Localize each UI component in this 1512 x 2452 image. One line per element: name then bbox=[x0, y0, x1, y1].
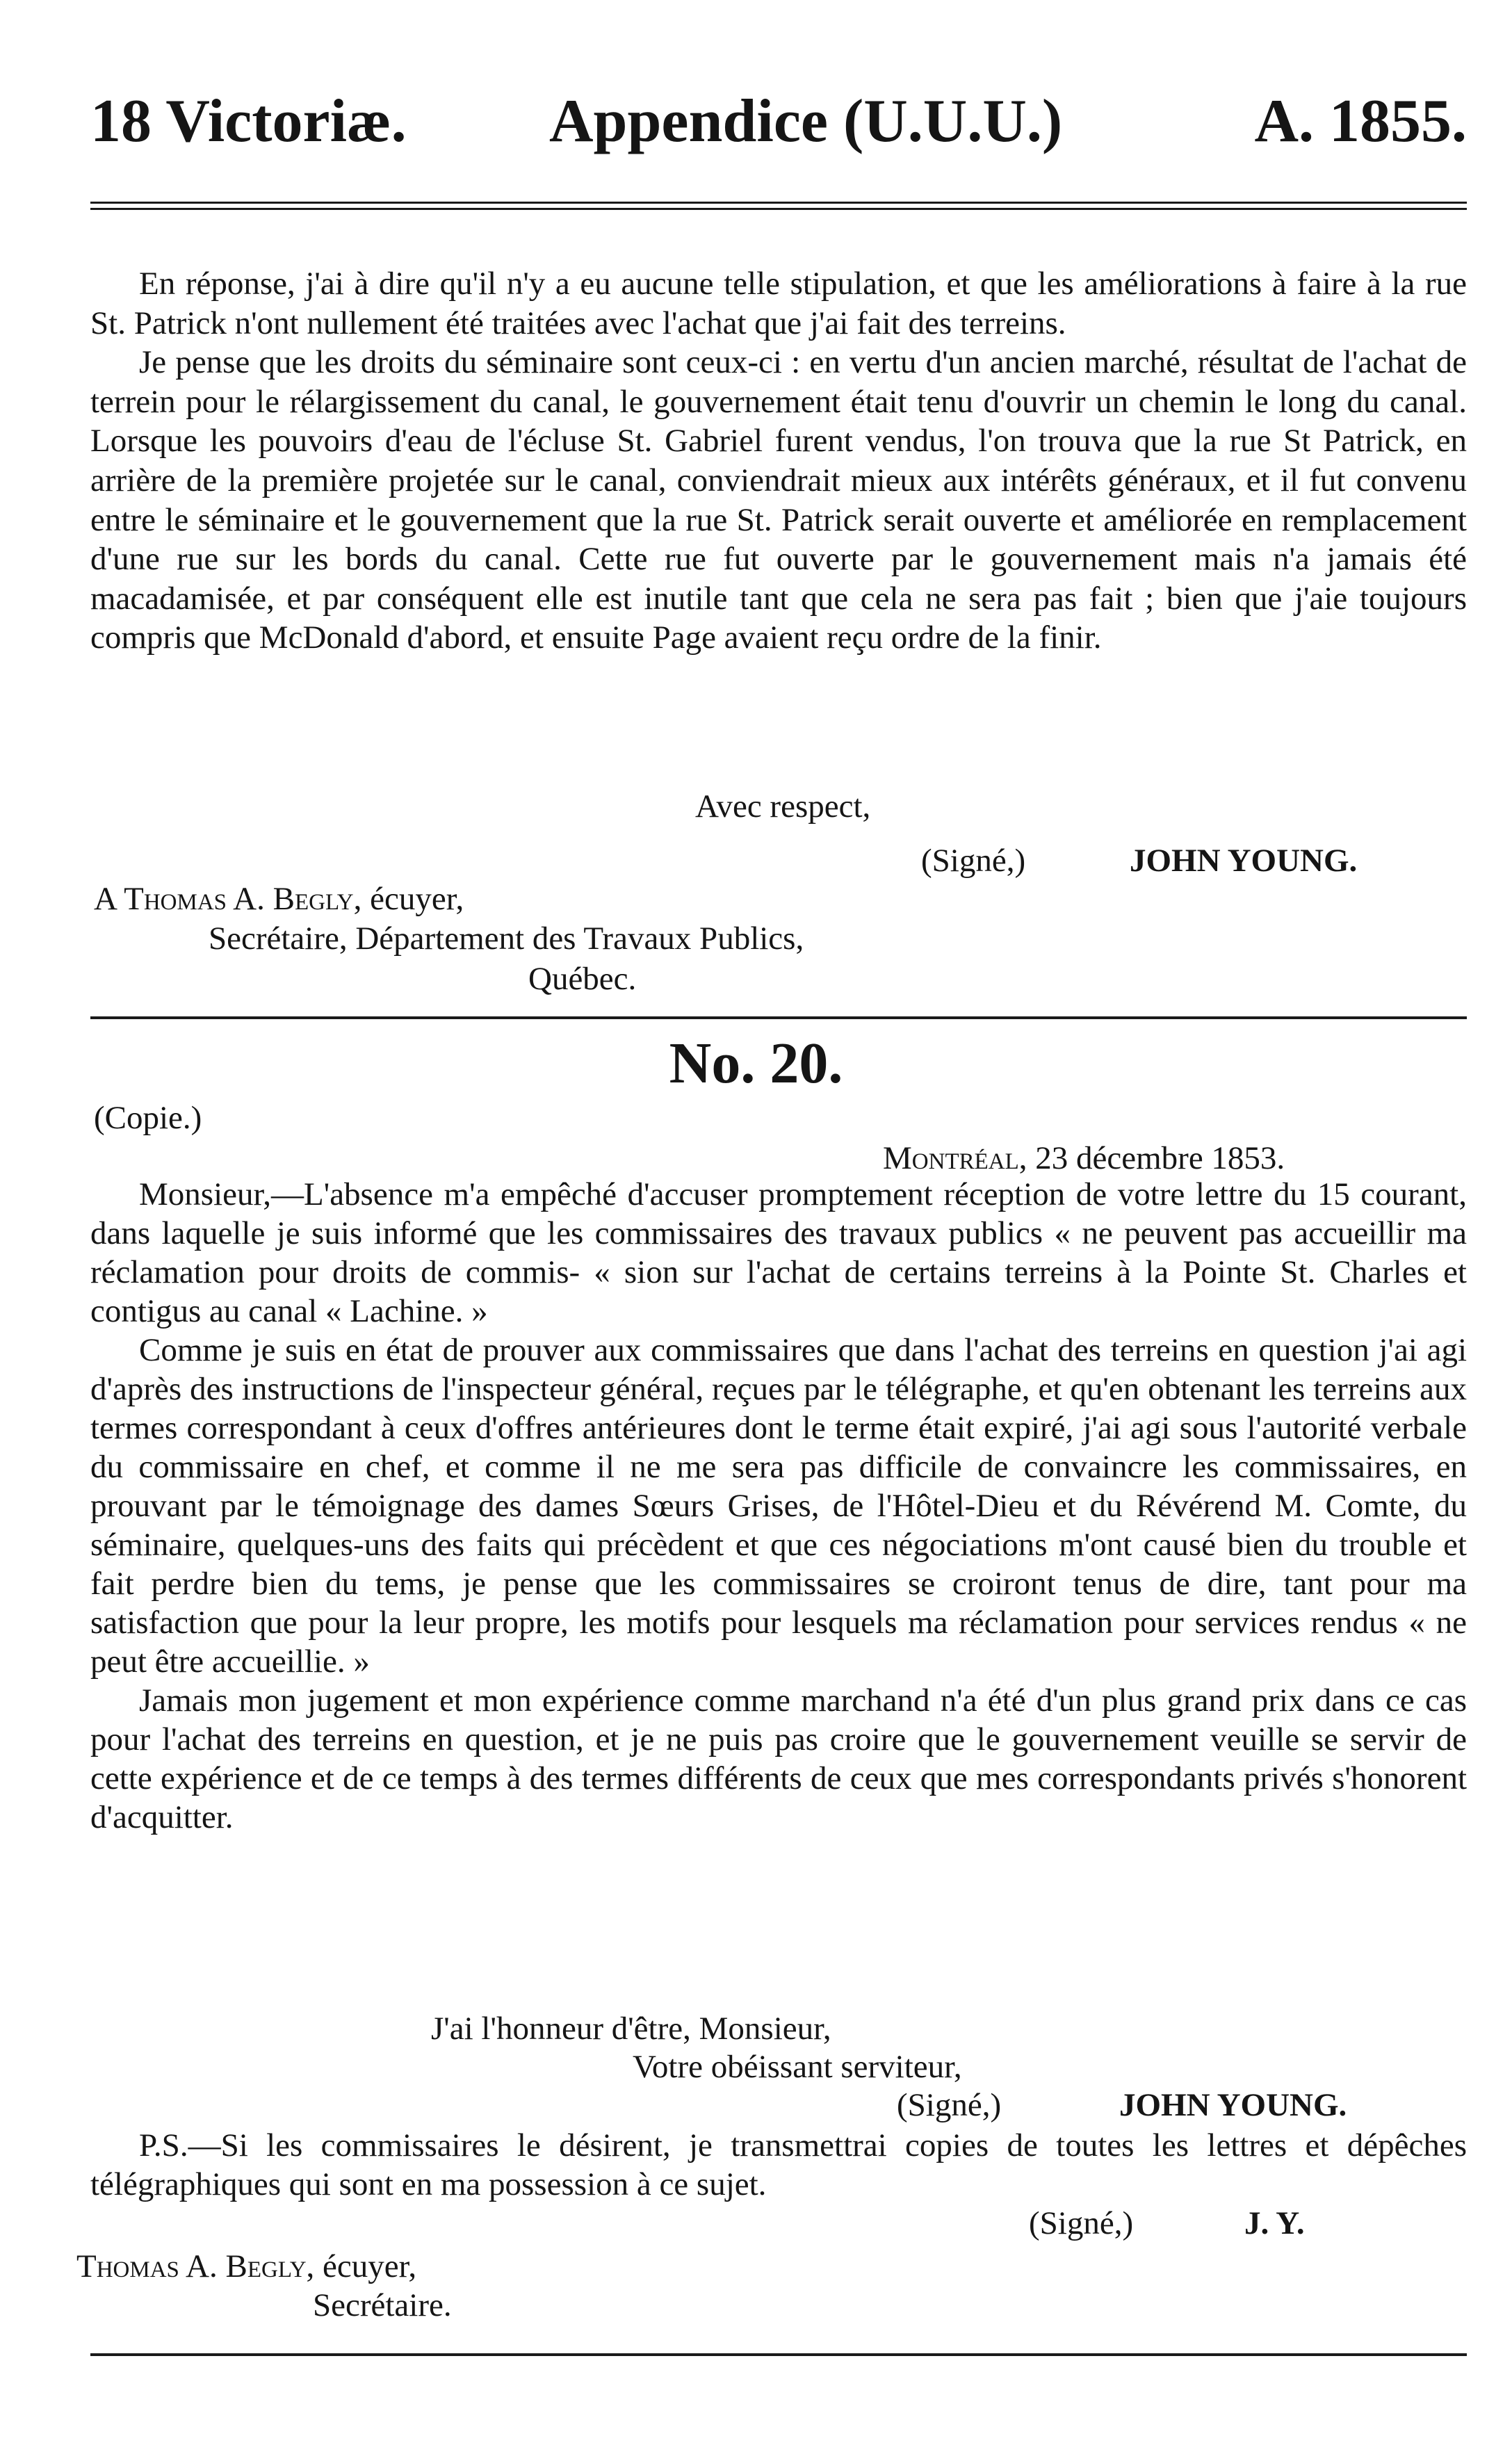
letter1-addressee-city: Québec. bbox=[528, 961, 637, 997]
letter2-addressee bbox=[76, 2247, 416, 2286]
header-appendix: Appendice (U.U.U.) bbox=[549, 88, 1063, 155]
header-year: A. 1855. bbox=[1254, 88, 1467, 155]
letter1-signer: JOHN YOUNG. bbox=[1130, 843, 1358, 879]
footer-rule bbox=[90, 2353, 1467, 2356]
letter1-addressee-name: Thomas A. Begly, bbox=[124, 881, 362, 917]
letter2-date: 23 décembre 1853. bbox=[1035, 1140, 1285, 1176]
letter2-paragraph-2: Comme je suis en état de prouver aux commissaires que dans l'achat des terreins en question j'ai agi d'après des instructions de l'inspecteur général, reçues par le télégraphe, et qu'en obtenant les terreins aux termes correspondant à ceux d'offres antérieures dont le terme était expiré, j'ai agi sous l'autorité verbale du commissaire en chef, et comme il ne me sera pas difficile de convaincre les commissaires, en prouvant par le témoignage des dames Sœurs Grises, de l'Hôtel-Dieu et du Révérend M. Comte, du séminaire, quelques-uns des faits qui précèdent et que ces négociations m'ont causé bien du trouble et fait perdre bien du tems, je pense que les commissaires se croiront tenus de dire, tant pour ma satisfaction que pour la leur propre, les motifs pour lesquels ma réclamation pour services rendus « ne peut être accueillie. » bbox=[90, 1332, 1467, 1680]
letter2-addressee-title: écuyer, bbox=[323, 2248, 417, 2284]
header-session: 18 Victoriæ. bbox=[90, 88, 407, 155]
letter2-addressee-role: Secrétaire. bbox=[313, 2287, 452, 2323]
postscript-signer: J. Y. bbox=[1244, 2205, 1305, 2241]
postscript-text: P.S.—Si les commissaires le désirent, je transmettrai copies de toutes les lettres et dépêches télégraphiques qui sont en ma possession à ce sujet. bbox=[90, 2127, 1467, 2202]
letter1-addressee-role: Secrétaire, Département des Travaux Publics, bbox=[209, 920, 804, 957]
letter1-addressee-prefix: A bbox=[94, 881, 116, 917]
letter2-place: Montréal, bbox=[883, 1140, 1027, 1176]
letter2-signed: (Signé,) bbox=[897, 2087, 1002, 2123]
letter1-closing: Avec respect, bbox=[695, 788, 871, 825]
letter1-paragraph-2: Je pense que les droits du séminaire sont ceux-ci : en vertu d'un ancien marché, résultat de l'achat de terrein pour le rélargissement du canal, le gouvernement était tenu d'ouvrir un chemin le long du canal. Lorsque les pouvoirs d'eau de l'écluse St. Gabriel furent vendus, l'on trouva que la rue St Patrick, en arrière de la première projetée sur le canal, conviendrait mieux aux intérêts généraux, et il fut convenu entre le séminaire et le gouvernement que la rue St. Patrick serait ouverte et améliorée en remplacement d'une rue sur les bords du canal. Cette rue fut ouverte par le gouvernement mais n'a jamais été macadamisée, et par conséquent elle est inutile tant que cela ne sera pas fait ; bien que j'aie toujours compris que McDonald d'abord, et ensuite Page avaient reçu ordre de la finir. bbox=[90, 344, 1467, 656]
letter1-addressee-title: écuyer, bbox=[370, 881, 464, 917]
document-number: No. 20. bbox=[669, 1031, 843, 1096]
letter2-signer: JOHN YOUNG. bbox=[1119, 2087, 1347, 2123]
letter1-signed: (Signé,) bbox=[921, 843, 1026, 879]
letter1-paragraph-1: En réponse, j'ai à dire qu'il n'y a eu aucune telle stipulation, et que les améliorations à faire à la rue St. Patrick n'ont nullement été traitées avec l'achat que j'ai fait des terreins. bbox=[90, 266, 1467, 341]
header-rule bbox=[90, 202, 1467, 210]
copy-label: (Copie.) bbox=[94, 1100, 202, 1136]
postscript bbox=[90, 2126, 1467, 2204]
letter2-closing-2: Votre obéissant serviteur, bbox=[633, 2049, 962, 2085]
postscript-signed: (Signé,) bbox=[1029, 2205, 1134, 2241]
letter2-addressee-name: Thomas A. Begly, bbox=[76, 2248, 315, 2284]
section-divider bbox=[90, 1016, 1467, 1019]
letter1-addressee bbox=[94, 879, 464, 918]
letter2-paragraph-3: Jamais mon jugement et mon expérience comme marchand n'a été d'un plus grand prix dans ce cas pour l'achat des terreins en question, et je ne puis pas croire que le gouvernement veuille se servir de cette expérience et de ce temps à des termes différents de ceux que mes correspondants privés s'honorent d'acquitter. bbox=[90, 1682, 1467, 1835]
letter2-dateline bbox=[883, 1139, 1285, 1178]
letter2-paragraph-1: Monsieur,—L'absence m'a empêché d'accuser promptement réception de votre lettre du 15 courant, dans laquelle je suis informé que les commissaires des travaux publics « ne peuvent pas accueillir ma réclamation pour droits de commis- « sion sur l'achat de certains terreins à la Pointe St. Charles et contigus au canal « Lachine. » bbox=[90, 1176, 1467, 1329]
letter2-closing-1: J'ai l'honneur d'être, Monsieur, bbox=[431, 2011, 831, 2047]
page-header bbox=[90, 70, 1467, 174]
letter1-body bbox=[90, 264, 1467, 658]
letter2-body bbox=[90, 1175, 1467, 1837]
